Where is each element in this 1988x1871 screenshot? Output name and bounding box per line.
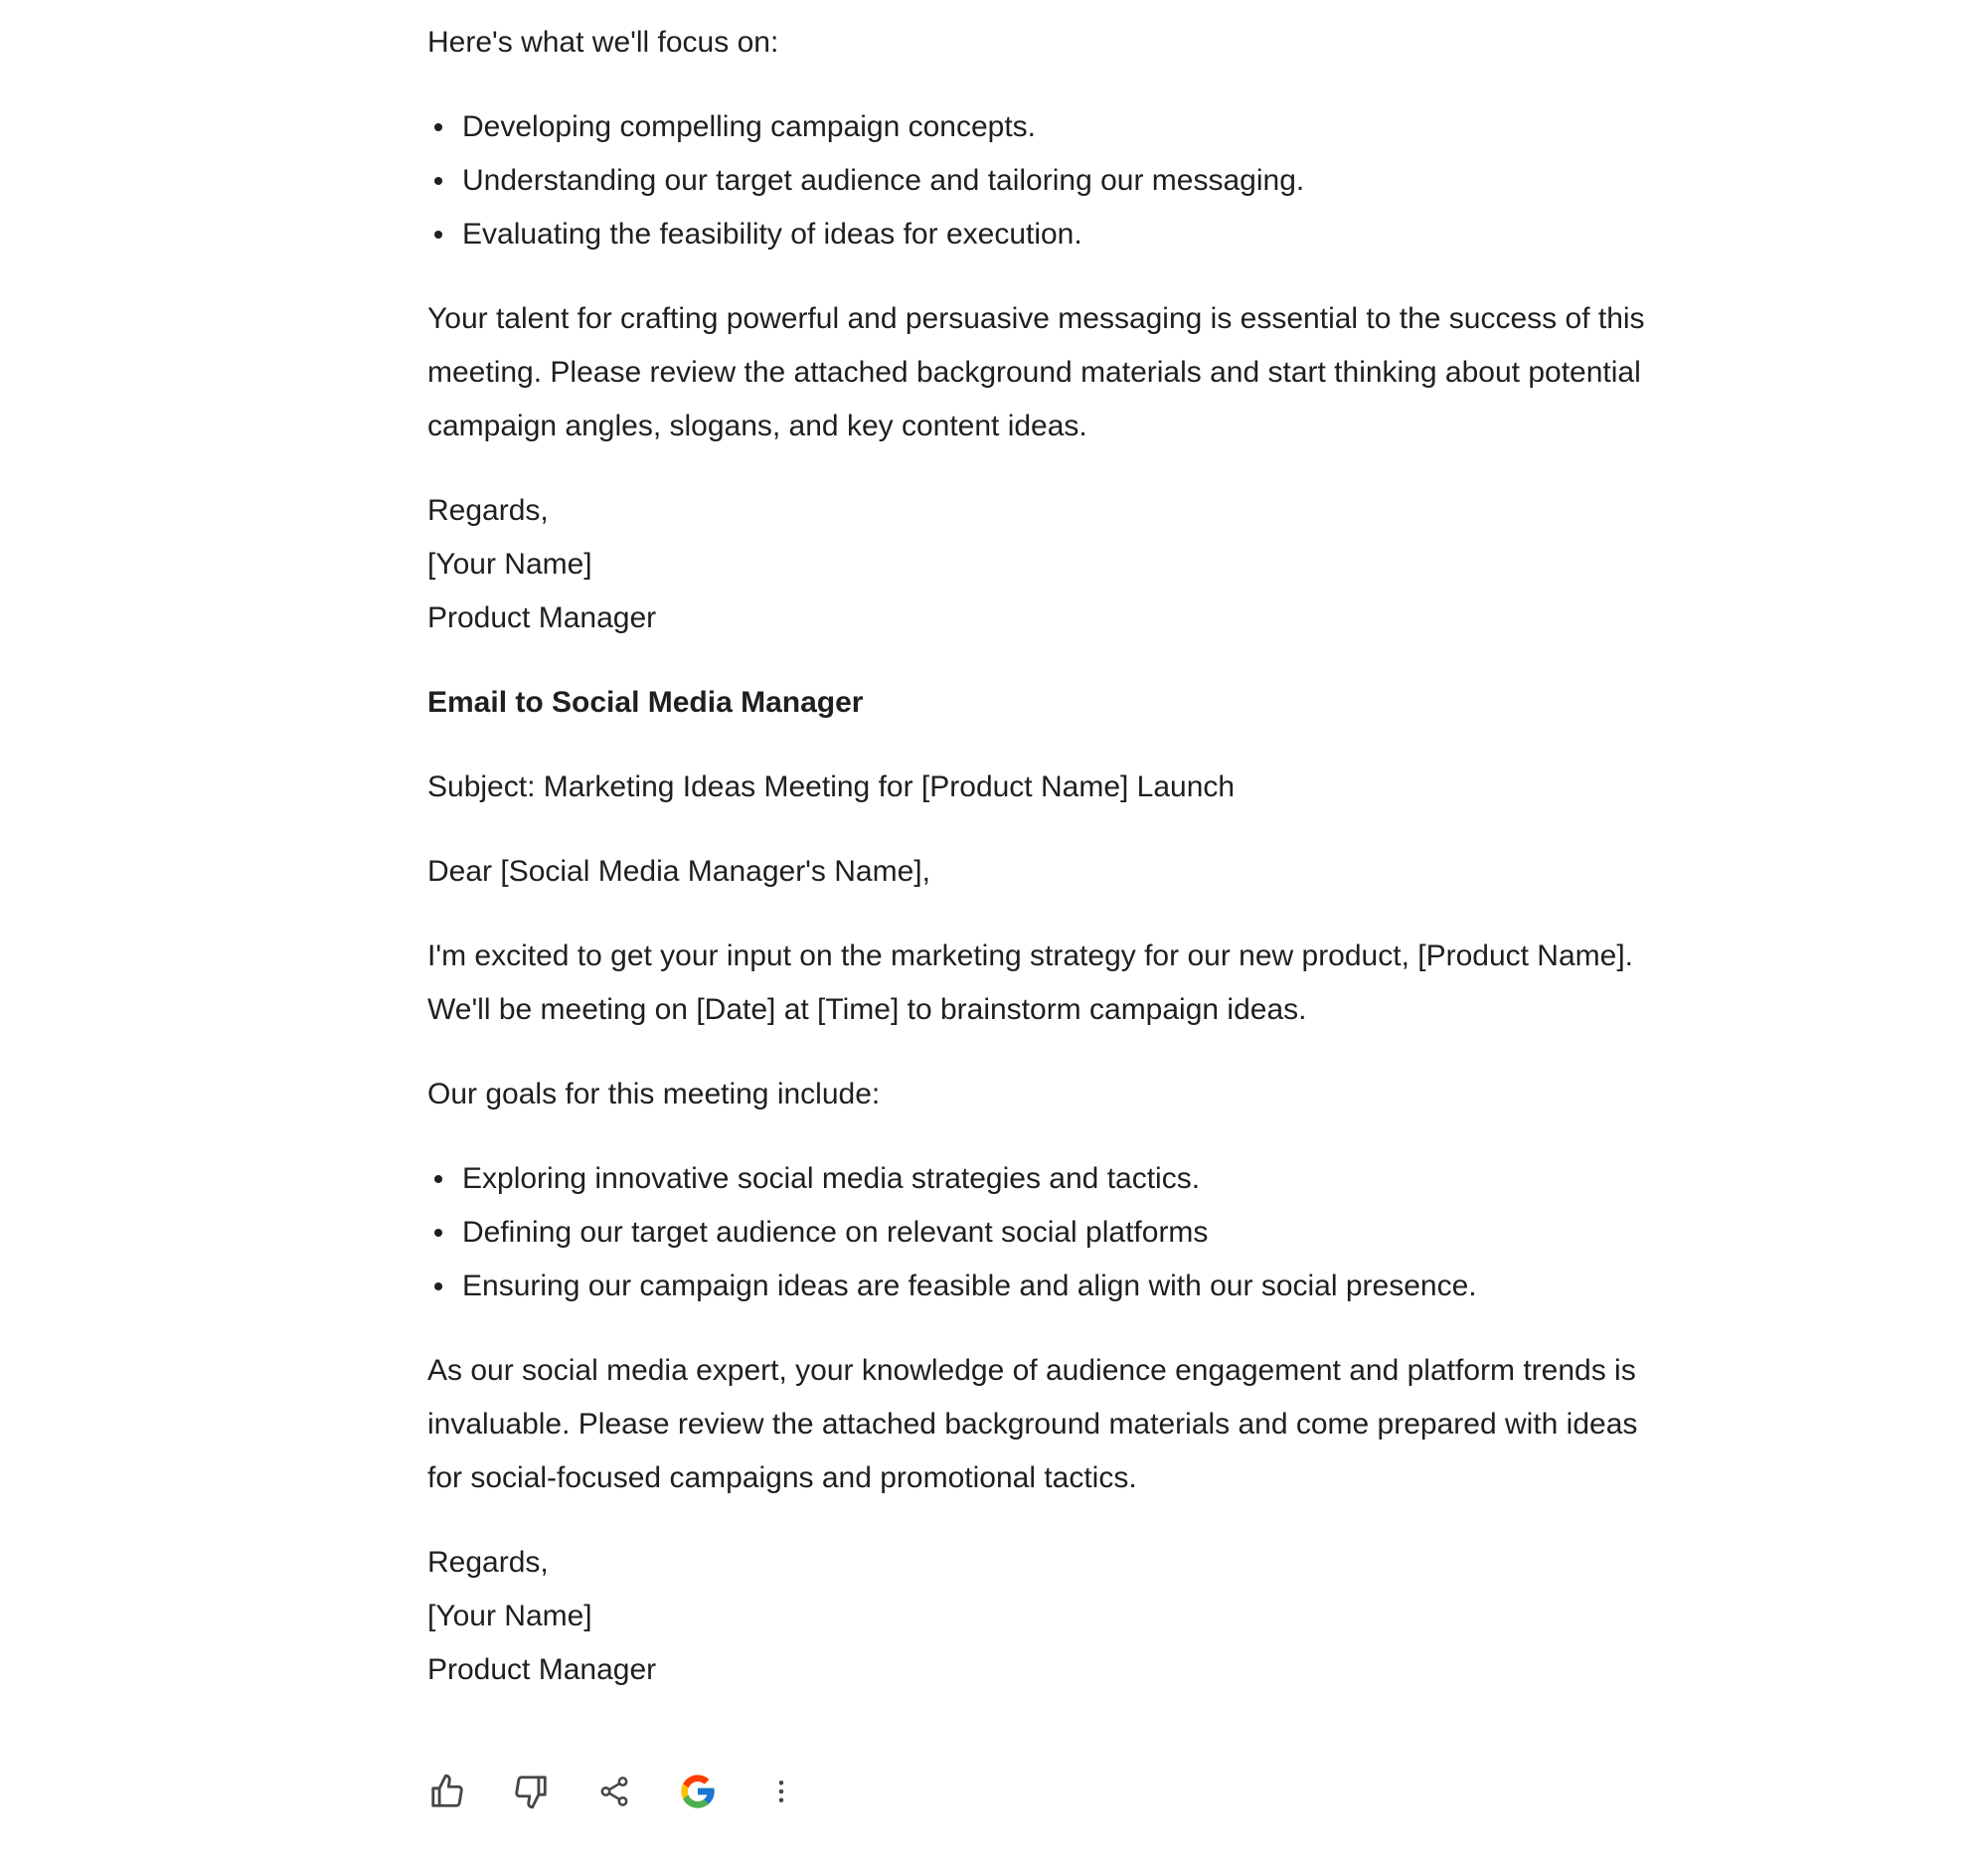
thumbs-up-icon	[428, 1773, 466, 1810]
email-closing-paragraph: As our social media expert, your knowledge of audience engagement and platform trends is invaluable. Please review the attached background materials and come prepared with ideas for social-focused campaigns and promotional tactics.	[427, 1354, 1638, 1494]
list-item: Understanding our target audience and tailoring our messaging.	[427, 154, 1660, 208]
signature-name: [Your Name]	[427, 548, 592, 581]
list-item: Ensuring our campaign ideas are feasible and align with our social presence.	[427, 1260, 1660, 1313]
thumbs-down-icon	[512, 1773, 550, 1810]
share-button[interactable]	[594, 1772, 634, 1811]
list-item: Evaluating the feasibility of ideas for execution.	[427, 208, 1660, 261]
google-icon	[678, 1772, 718, 1811]
email-signature	[427, 1536, 1660, 1697]
email-greeting: Dear [Social Media Manager's Name],	[427, 855, 930, 888]
more-vert-icon	[766, 1777, 796, 1806]
list-item: Exploring innovative social media strategies and tactics.	[427, 1152, 1660, 1206]
thumbs-down-button[interactable]	[511, 1772, 551, 1811]
focus-list	[427, 100, 1660, 261]
signature-regards: Regards,	[427, 1546, 549, 1579]
focus-intro: Here's what we'll focus on:	[427, 26, 779, 59]
email-intro: I'm excited to get your input on the marketing strategy for our new product, [Product Name]. We'll be meeting on [Date] at [Time] to brainstorm campaign ideas.	[427, 939, 1633, 1026]
share-icon	[597, 1775, 631, 1808]
response-content	[427, 16, 1660, 1728]
goals-list	[427, 1152, 1660, 1313]
signature	[427, 484, 1660, 645]
section-heading: Email to Social Media Manager	[427, 686, 864, 719]
goals-intro: Our goals for this meeting include:	[427, 1078, 881, 1110]
more-options-button[interactable]	[761, 1772, 801, 1811]
signature-title: Product Manager	[427, 1653, 657, 1686]
email-subject: Subject: Marketing Ideas Meeting for [Product Name] Launch	[427, 770, 1236, 803]
signature-name: [Your Name]	[427, 1600, 592, 1632]
response-actions-bar	[427, 1772, 845, 1811]
list-item: Defining our target audience on relevant social platforms	[427, 1206, 1660, 1260]
closing-paragraph: Your talent for crafting powerful and persuasive messaging is essential to the success of this meeting. Please review the attached background materials and start thinking about potential campaign angles, slogans, and key content ideas.	[427, 302, 1645, 442]
signature-regards: Regards,	[427, 494, 549, 527]
signature-title: Product Manager	[427, 601, 657, 634]
list-item: Developing compelling campaign concepts.	[427, 100, 1660, 154]
thumbs-up-button[interactable]	[427, 1772, 467, 1811]
google-search-button[interactable]	[678, 1772, 718, 1811]
